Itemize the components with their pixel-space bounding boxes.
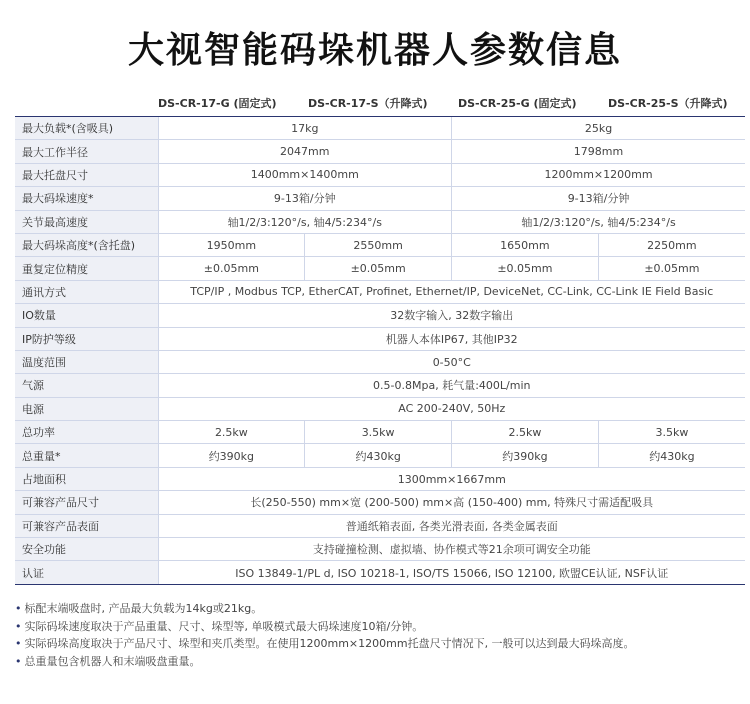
table-cell: 3.5kw	[598, 421, 745, 444]
row-label: 温度范围	[15, 350, 158, 373]
footnote	[15, 635, 735, 653]
table-cell: 2550mm	[305, 233, 452, 256]
table-row	[15, 117, 745, 140]
table-cell: 17kg	[158, 117, 452, 140]
table-row	[15, 140, 745, 163]
row-label: 电源	[15, 397, 158, 420]
footnote-text: 实际码垛速度取决于产品重量、尺寸、垛型等, 单吸模式最大码垛速度10箱/分钟。	[24, 619, 424, 633]
column-headers	[158, 95, 745, 113]
table-cell: ±0.05mm	[305, 257, 452, 280]
row-label: 总重量*	[15, 444, 158, 467]
column-header: DS-CR-17-G (固定式)	[158, 97, 277, 110]
row-label: 关节最高速度	[15, 210, 158, 233]
row-label: 认证	[15, 561, 158, 584]
footnote-text: 实际码垛高度取决于产品尺寸、垛型和夹爪类型。在使用1200mm×1200mm托盘尺寸情况下, 一般可以达到最大码垛高度。	[24, 637, 635, 650]
row-label: 最大码垛高度*(含托盘)	[15, 233, 158, 256]
table-cell: 1950mm	[158, 233, 305, 256]
table-row	[15, 374, 745, 397]
table-row	[15, 327, 745, 350]
row-label: 最大码垛速度*	[15, 187, 158, 210]
row-label: 最大工作半径	[15, 140, 158, 163]
row-label: 最大托盘尺寸	[15, 163, 158, 186]
table-row	[15, 561, 745, 584]
table-cell: 3.5kw	[305, 421, 452, 444]
table-cell: 轴1/2/3:120°/s, 轴4/5:234°/s	[158, 210, 452, 233]
footnote	[15, 653, 735, 671]
footnote	[15, 600, 735, 618]
row-label: 安全功能	[15, 538, 158, 561]
table-cell: AC 200-240V, 50Hz	[158, 397, 745, 420]
row-label: IP防护等级	[15, 327, 158, 350]
table-cell: 长(250-550) mm×宽 (200-500) mm×高 (150-400) mm, 特殊尺寸需适配吸具	[158, 491, 745, 514]
footnote	[15, 618, 735, 636]
row-label: 气源	[15, 374, 158, 397]
column-header: DS-CR-25-S（升降式)	[608, 97, 728, 110]
table-row	[15, 233, 745, 256]
table-cell: ISO 13849-1/PL d, ISO 10218-1, ISO/TS 15066, ISO 12100, 欧盟CE认证, NSF认证	[158, 561, 745, 584]
table-row	[15, 187, 745, 210]
table-cell: 25kg	[452, 117, 746, 140]
page-title: 大视智能码垛机器人参数信息	[127, 30, 622, 71]
table-cell: 9-13箱/分钟	[452, 187, 746, 210]
table-cell: 1200mm×1200mm	[452, 163, 746, 186]
row-label: 占地面积	[15, 467, 158, 490]
footnote-text: 总重量包含机器人和末端吸盘重量。	[24, 654, 201, 668]
table-cell: 支持碰撞检测、虚拟墙、协作模式等21余项可调安全功能	[158, 538, 745, 561]
table-row	[15, 467, 745, 490]
table-cell: 普通纸箱表面, 各类光滑表面, 各类金属表面	[158, 514, 745, 537]
table-cell: 1650mm	[452, 233, 599, 256]
table-row	[15, 421, 745, 444]
row-label: 可兼容产品表面	[15, 514, 158, 537]
table-row	[15, 397, 745, 420]
table-cell: 2.5kw	[452, 421, 599, 444]
table-cell: 约390kg	[452, 444, 599, 467]
bullet-icon: •	[15, 619, 22, 633]
table-cell: ±0.05mm	[452, 257, 599, 280]
row-label: 总功率	[15, 421, 158, 444]
bullet-icon: •	[15, 602, 22, 615]
table-cell: TCP/IP , Modbus TCP, EtherCAT, Profinet, Ethernet/IP, DeviceNet, CC-Link, CC-Link IE Field Basic	[158, 280, 745, 303]
spec-table	[15, 116, 745, 585]
bullet-icon: •	[15, 654, 22, 668]
row-label: 最大负载*(含吸具)	[15, 117, 158, 140]
row-label: IO数量	[15, 304, 158, 327]
row-label: 通讯方式	[15, 280, 158, 303]
table-cell: 32数字输入, 32数字输出	[158, 304, 745, 327]
table-row	[15, 350, 745, 373]
row-label: 可兼容产品尺寸	[15, 491, 158, 514]
table-cell: ±0.05mm	[158, 257, 305, 280]
table-cell: 2047mm	[158, 140, 452, 163]
table-cell: 9-13箱/分钟	[158, 187, 452, 210]
table-row	[15, 210, 745, 233]
table-cell: 约430kg	[305, 444, 452, 467]
row-label: 重复定位精度	[15, 257, 158, 280]
table-cell: 0-50°C	[158, 350, 745, 373]
table-cell: 2.5kw	[158, 421, 305, 444]
bullet-icon: •	[15, 637, 22, 650]
table-row	[15, 514, 745, 537]
table-cell: 0.5-0.8Mpa, 耗气量:400L/min	[158, 374, 745, 397]
table-row	[15, 491, 745, 514]
table-row	[15, 304, 745, 327]
footnotes	[15, 600, 735, 670]
table-row	[15, 257, 745, 280]
table-cell: 轴1/2/3:120°/s, 轴4/5:234°/s	[452, 210, 746, 233]
table-row	[15, 280, 745, 303]
table-cell: 约430kg	[598, 444, 745, 467]
column-header: DS-CR-25-G (固定式)	[458, 97, 577, 110]
table-cell: ±0.05mm	[598, 257, 745, 280]
table-cell: 约390kg	[158, 444, 305, 467]
footnote-text: 标配末端吸盘时, 产品最大负载为14kg或21kg。	[24, 602, 263, 615]
table-row	[15, 444, 745, 467]
table-row	[15, 163, 745, 186]
table-cell: 1798mm	[452, 140, 746, 163]
table-cell: 机器人本体IP67, 其他IP32	[158, 327, 745, 350]
table-row	[15, 538, 745, 561]
table-cell: 2250mm	[598, 233, 745, 256]
column-header: DS-CR-17-S（升降式)	[308, 97, 428, 110]
table-cell: 1400mm×1400mm	[158, 163, 452, 186]
table-cell: 1300mm×1667mm	[158, 467, 745, 490]
